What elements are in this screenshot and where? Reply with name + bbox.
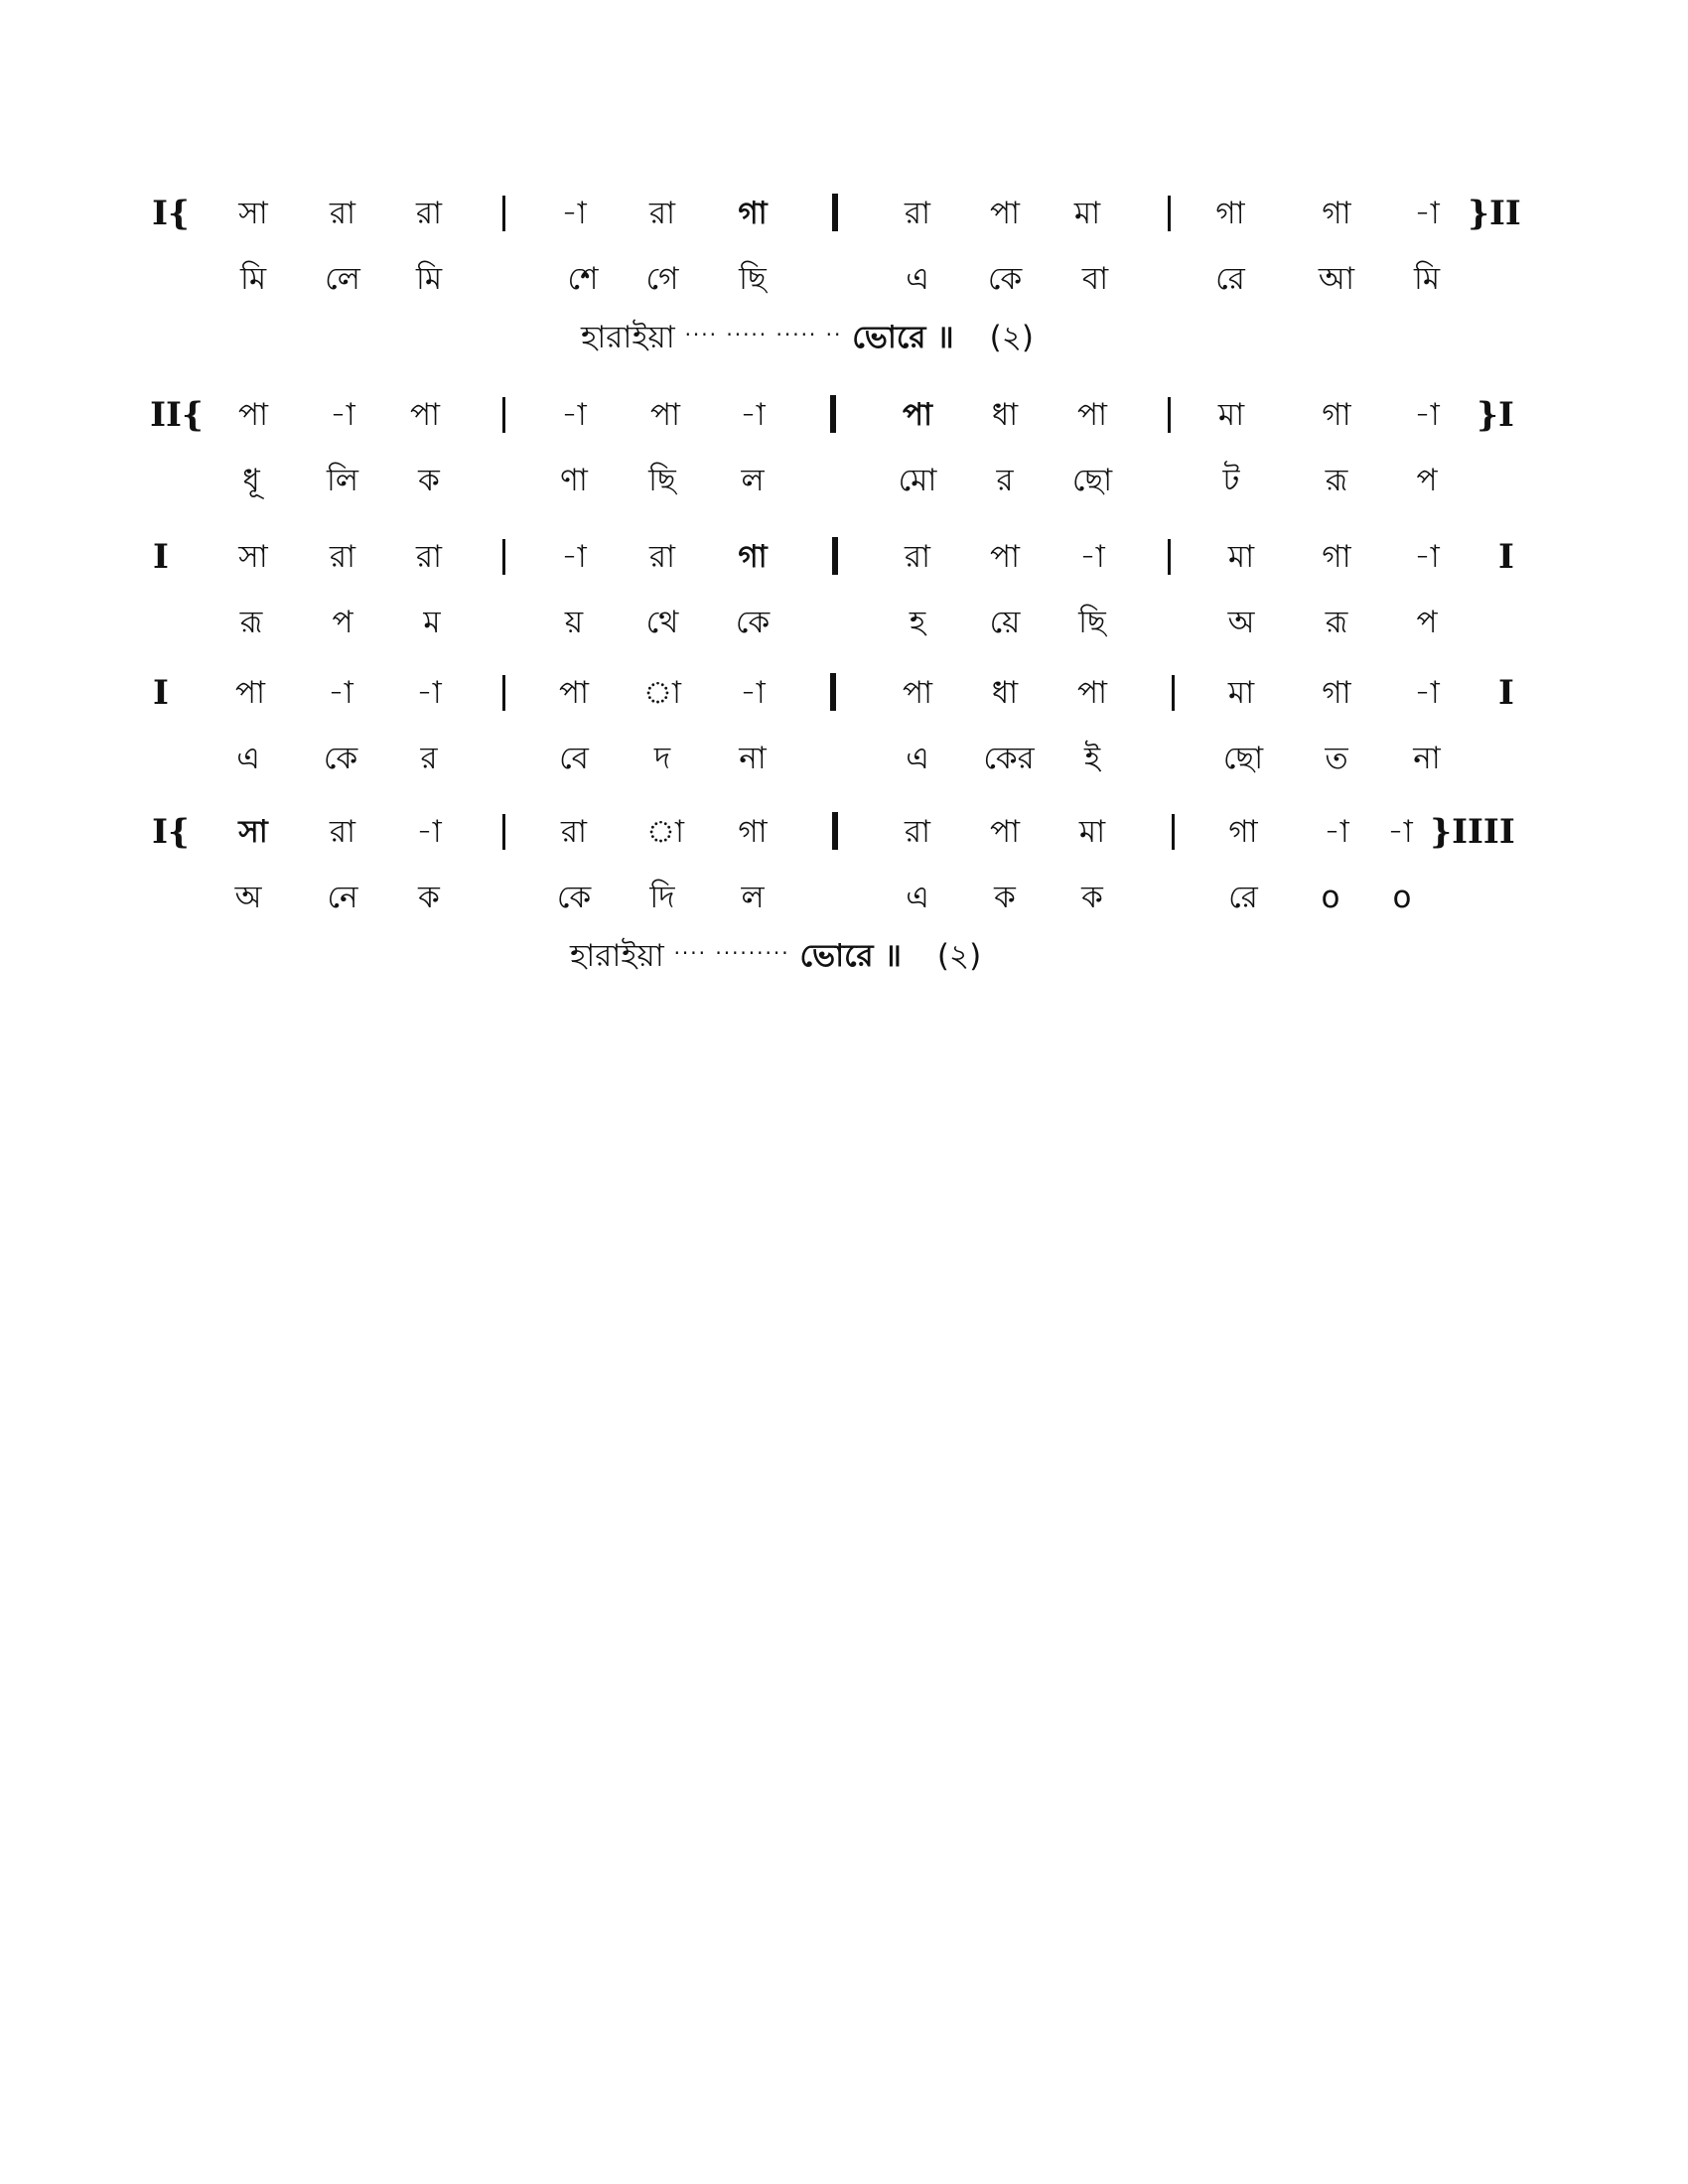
note: -া [561,196,587,231]
notation-system-3 [0,527,1688,658]
lyric-syllable: ই [1083,741,1101,776]
lyric-syllable: o [1392,880,1412,915]
refrain-start: হারাইয়া [570,938,664,974]
lyric-syllable: ছি [648,463,676,498]
note: পা [234,675,266,711]
end-mark: }II [1468,194,1521,233]
swara-row [0,802,1688,868]
note: গা [1322,675,1351,711]
note: গা [1228,814,1258,850]
lyric-syllable: ক [418,880,440,915]
note: -া [740,397,766,433]
lyric-syllable: অ [234,880,262,915]
lyric-syllable: অ [1227,605,1255,640]
lyric-syllable: এ [906,880,929,915]
note: পা [1076,397,1108,433]
end-mark: I [1498,673,1514,713]
note: পা [1076,675,1108,711]
note: রা [329,814,356,850]
lyric-syllable: এ [236,741,260,776]
bar-line [832,194,838,231]
note: রা [329,539,356,575]
note: পা [989,196,1021,231]
note: -া [561,539,587,575]
lyric-syllable: মি [415,261,443,297]
lyric-syllable: ল [741,463,765,498]
beat-divider [502,814,505,850]
lyric-syllable: ক [994,880,1016,915]
lyric-syllable: রে [1228,880,1258,915]
end-mark: I [1498,537,1514,577]
lyric-syllable: মো [898,463,937,498]
note: সা [238,196,268,231]
beat-divider [1168,397,1171,433]
lyric-syllable: য় [564,605,584,640]
lyric-syllable: বে [559,741,589,776]
lyric-syllable: হ [909,605,926,640]
lyric-syllable: লি [327,463,358,498]
bar-line [832,812,838,850]
lyric-syllable: কের [983,741,1035,776]
note: পা [237,397,269,433]
lyric-syllable: এ [906,741,929,776]
lyric-syllable: ছো [1222,741,1264,776]
beat-divider [502,675,505,711]
lyric-syllable: না [739,741,767,776]
note: রা [329,196,356,231]
notation-system-2 [0,385,1688,516]
note: রা [560,814,588,850]
lyric-syllable: র [996,463,1014,498]
note: সা [238,539,268,575]
start-mark: I [153,537,169,577]
start-mark: II{ [150,395,204,435]
lyric-syllable: এ [906,261,929,297]
lyric-syllable: রে [1215,261,1245,297]
beat-divider [1168,539,1171,575]
refrain-line [570,923,981,983]
note: া [642,675,682,711]
note: -া [740,675,766,711]
lyric-syllable: মি [1413,261,1441,297]
notation-system-4 [0,663,1688,794]
note: গা [738,196,768,231]
lyric-syllable: কে [323,741,358,776]
note: রা [415,196,443,231]
lyric-syllable: রূ [1325,605,1348,640]
bar-line [832,537,838,575]
bar-line [830,673,836,711]
lyric-syllable: ছি [1078,605,1106,640]
lyric-syllable: ছো [1071,463,1113,498]
lyric-syllable: ল [741,880,765,915]
note: গা [738,539,768,575]
note: ধা [991,397,1019,433]
lyric-syllable: শে [567,261,599,297]
note: রা [648,196,676,231]
note: পা [989,539,1021,575]
lyric-syllable: ক [418,463,440,498]
note: মা [1078,814,1106,850]
note: া [645,814,685,850]
repeat-count: (২) [989,320,1034,355]
note: মা [1217,397,1245,433]
refrain-start: হারাইয়া [581,320,675,355]
note: -া [1414,196,1440,231]
note: গা [1215,196,1245,231]
refrain-end: ভোরে ॥ [852,320,954,355]
swara-row [0,184,1688,249]
note: পা [649,397,681,433]
start-mark: I [153,673,169,713]
beat-divider [1172,675,1175,711]
note: -া [1414,539,1440,575]
lyric-syllable: o [1321,880,1340,915]
lyric-syllable: দ [653,741,671,776]
note: মা [1073,196,1101,231]
lyric-syllable: ত [1325,741,1348,776]
lyric-syllable: নে [327,880,358,915]
repeat-count: (২) [936,938,982,974]
note: পা [989,814,1021,850]
lyric-syllable: প [332,605,353,640]
lyric-syllable: র [420,741,438,776]
note: গা [738,814,768,850]
lyric-row [0,451,1688,516]
note: গা [1322,539,1351,575]
note: গা [1322,397,1351,433]
lyric-syllable: ধূ [242,463,260,498]
swara-row [0,663,1688,729]
refrain-end: ভোরে ॥ [799,938,902,974]
refrain-dots: ···· ····· ····· ·· [684,323,843,346]
note: -া [328,675,353,711]
note: ধা [991,675,1019,711]
lyric-syllable: কে [987,261,1023,297]
note: -া [330,397,355,433]
note: রা [904,196,931,231]
note: সা [238,814,268,850]
beat-divider [502,539,505,575]
note: রা [904,539,931,575]
beat-divider [502,196,505,231]
note: -া [1324,814,1349,850]
lyric-syllable: ট [1222,463,1240,498]
lyric-row [0,729,1688,794]
note: রা [415,539,443,575]
lyric-syllable: গে [645,261,679,297]
lyric-syllable: ক [1081,880,1103,915]
lyric-syllable: য়ে [989,605,1021,640]
lyric-syllable: মি [239,261,267,297]
lyric-syllable: ণা [560,463,588,498]
lyric-syllable: দি [649,880,675,915]
note: রা [904,814,931,850]
note: -া [416,675,442,711]
end-mark: }I [1477,395,1514,435]
lyric-syllable: রূ [239,605,263,640]
note: পা [902,675,933,711]
note: -া [1414,675,1440,711]
note: পা [409,397,441,433]
swara-row [0,385,1688,451]
refrain-line [581,305,1034,364]
notation-system-5 [0,802,1688,974]
note: -া [561,397,587,433]
note: পা [558,675,590,711]
lyric-syllable: কে [735,605,771,640]
end-mark: }IIII [1430,812,1515,852]
lyric-syllable: প [1416,605,1438,640]
note: -া [1414,397,1440,433]
lyric-syllable: ম [423,605,441,640]
refrain-dots: ···· ········· [673,941,790,965]
bar-line [830,395,836,433]
note: রা [648,539,676,575]
lyric-syllable: লে [325,261,360,297]
start-mark: I{ [152,812,190,852]
lyric-syllable: প [1416,463,1438,498]
note: -া [1079,539,1105,575]
lyric-syllable: রূ [1325,463,1348,498]
lyric-syllable: থে [645,605,679,640]
note: পা [902,397,933,433]
beat-divider [1168,196,1171,231]
note: -া [1387,814,1413,850]
lyric-row [0,593,1688,658]
swara-row [0,527,1688,593]
note: মা [1227,539,1255,575]
lyric-syllable: কে [556,880,592,915]
lyric-syllable: ছি [739,261,767,297]
note: -া [416,814,442,850]
beat-divider [502,397,505,433]
lyric-syllable: আ [1318,261,1355,297]
notation-system-1 [0,184,1688,355]
start-mark: I{ [152,194,190,233]
note: মা [1227,675,1255,711]
note: গা [1322,196,1351,231]
beat-divider [1172,814,1175,850]
lyric-syllable: বা [1081,261,1109,297]
lyric-syllable: না [1413,741,1441,776]
